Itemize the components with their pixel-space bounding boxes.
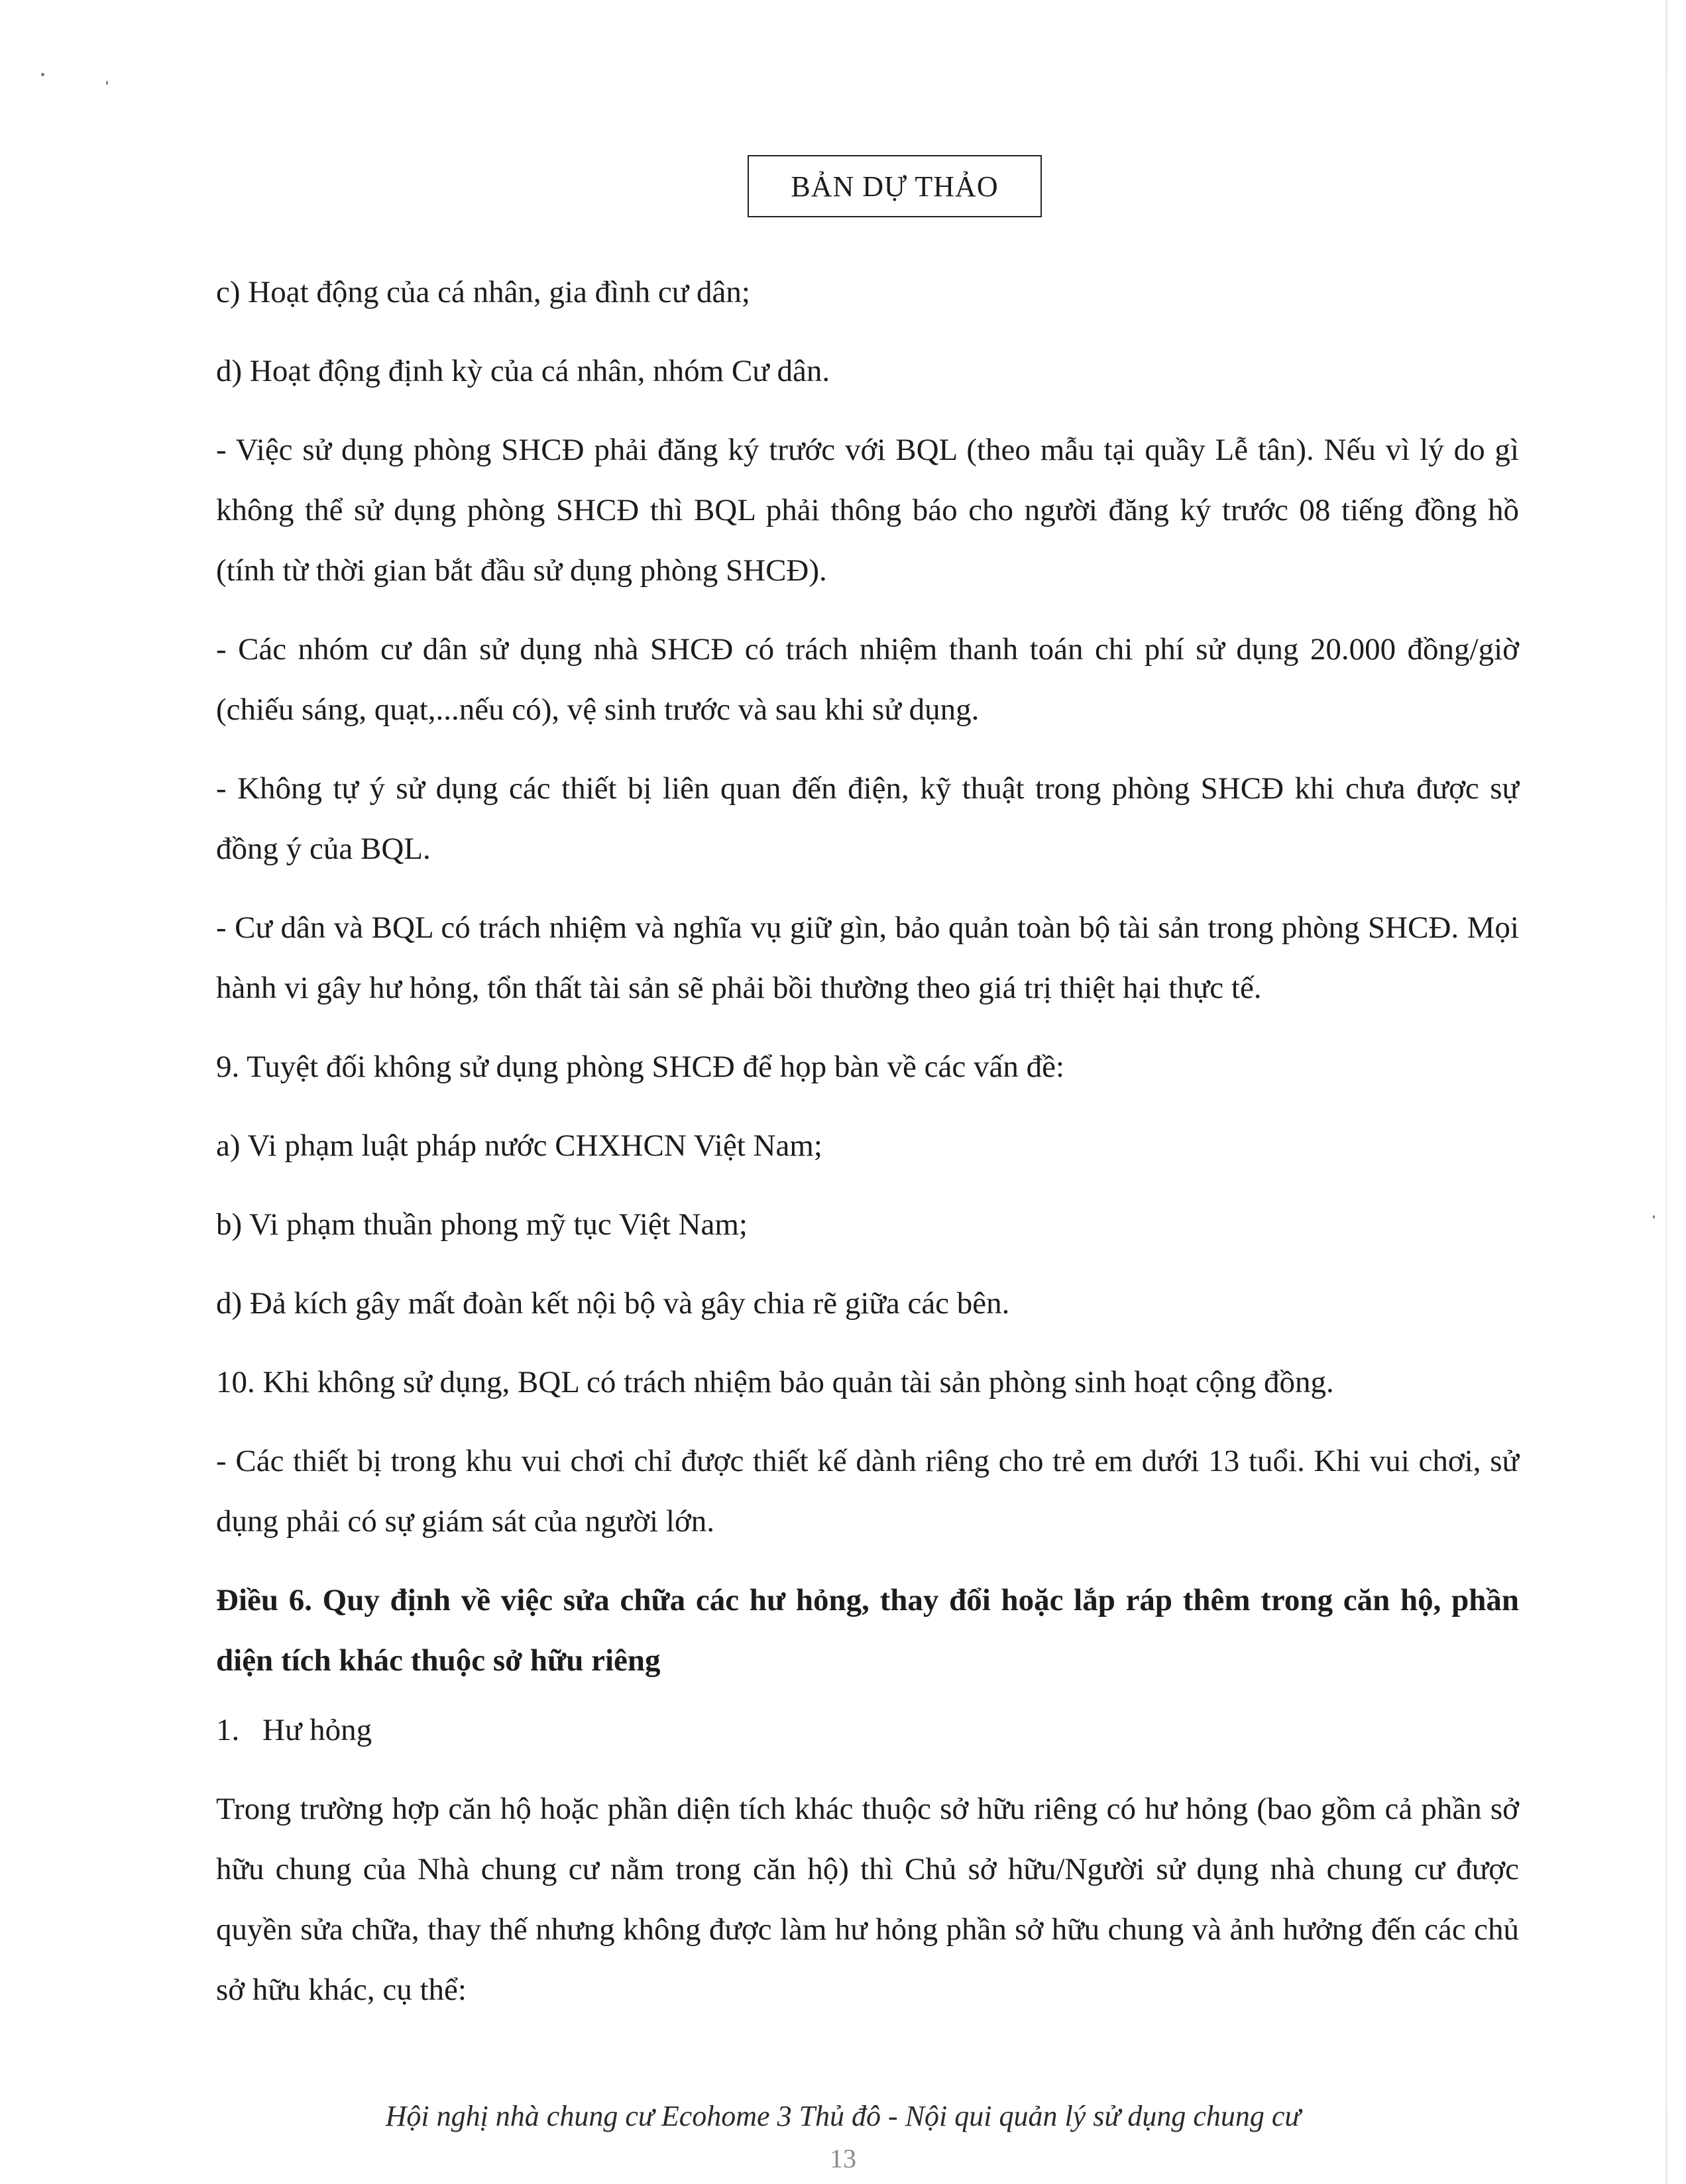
scan-mark	[1653, 1215, 1655, 1219]
scan-mark	[41, 73, 44, 76]
draft-label: BẢN DỰ THẢO	[791, 170, 999, 203]
footer-text: Hội nghị nhà chung cư Ecohome 3 Thủ đô - Nội qui quản lý sử dụng chung cư	[385, 2100, 1301, 2132]
page-number: 13	[830, 2144, 856, 2173]
section-heading: Điều 6. Quy định về việc sửa chữa các hư hỏng, thay đổi hoặc lắp ráp thêm trong căn hộ, phần diện tích khác thuộc sở hữu riêng	[216, 1583, 1519, 1678]
list-item-label: Hư hỏng	[262, 1713, 372, 1747]
draft-label-box	[748, 155, 1042, 217]
page-edge	[1665, 0, 1667, 2184]
paragraph: - Không tự ý sử dụng các thiết bị liên quan đến điện, kỹ thuật trong phòng SHCĐ khi chưa được sự đồng ý của BQL.	[216, 771, 1519, 866]
paragraph: d) Đả kích gây mất đoàn kết nội bộ và gây chia rẽ giữa các bên.	[216, 1286, 1010, 1321]
paragraph: a) Vi phạm luật pháp nước CHXHCN Việt Nam;	[216, 1128, 822, 1163]
list-item	[216, 1700, 1519, 1761]
list-item-number: 1.	[216, 1713, 240, 1747]
paragraph: b) Vi phạm thuần phong mỹ tục Việt Nam;	[216, 1207, 748, 1242]
paragraph: d) Hoạt động định kỳ của cá nhân, nhóm Cư dân.	[216, 354, 830, 388]
paragraph: - Các nhóm cư dân sử dụng nhà SHCĐ có trách nhiệm thanh toán chi phí sử dụng 20.000 đồng/giờ (chiếu sáng, quạt,...nếu có), vệ sinh trước và sau khi sử dụng.	[216, 632, 1519, 727]
paragraph: c) Hoạt động của cá nhân, gia đình cư dân;	[216, 275, 750, 309]
scan-mark	[106, 81, 108, 85]
paragraph: Trong trường hợp căn hộ hoặc phần diện tích khác thuộc sở hữu riêng có hư hỏng (bao gồm cả phần sở hữu chung của Nhà chung cư nằm trong căn hộ) thì Chủ sở hữu/Người sử dụng nhà chung cư được quyền sửa chữa, thay thế nhưng không được làm hư hỏng phần sở hữu chung và ảnh hưởng đến các chủ sở hữu khác, cụ thể:	[216, 1792, 1519, 2007]
paragraph: - Các thiết bị trong khu vui chơi chỉ được thiết kế dành riêng cho trẻ em dưới 13 tuổi. Khi vui chơi, sử dụng phải có sự giám sát của người lớn.	[216, 1444, 1519, 1539]
paragraph: - Cư dân và BQL có trách nhiệm và nghĩa vụ giữ gìn, bảo quản toàn bộ tài sản trong phòng SHCĐ. Mọi hành vi gây hư hỏng, tổn thất tài sản sẽ phải bồi thường theo giá trị thiệt hại thực tế.	[216, 910, 1519, 1005]
paragraph: - Việc sử dụng phòng SHCĐ phải đăng ký trước với BQL (theo mẫu tại quầy Lễ tân). Nếu vì lý do gì không thể sử dụng phòng SHCĐ thì BQL phải thông báo cho người đăng ký trước 08 tiếng đồng hồ (tính từ thời gian bắt đầu sử dụng phòng SHCĐ).	[216, 433, 1519, 588]
paragraph: 10. Khi không sử dụng, BQL có trách nhiệm bảo quản tài sản phòng sinh hoạt cộng đồng.	[216, 1365, 1334, 1399]
paragraph: 9. Tuyệt đối không sử dụng phòng SHCĐ để họp bàn về các vấn đề:	[216, 1050, 1065, 1084]
document-body	[216, 262, 1519, 2020]
